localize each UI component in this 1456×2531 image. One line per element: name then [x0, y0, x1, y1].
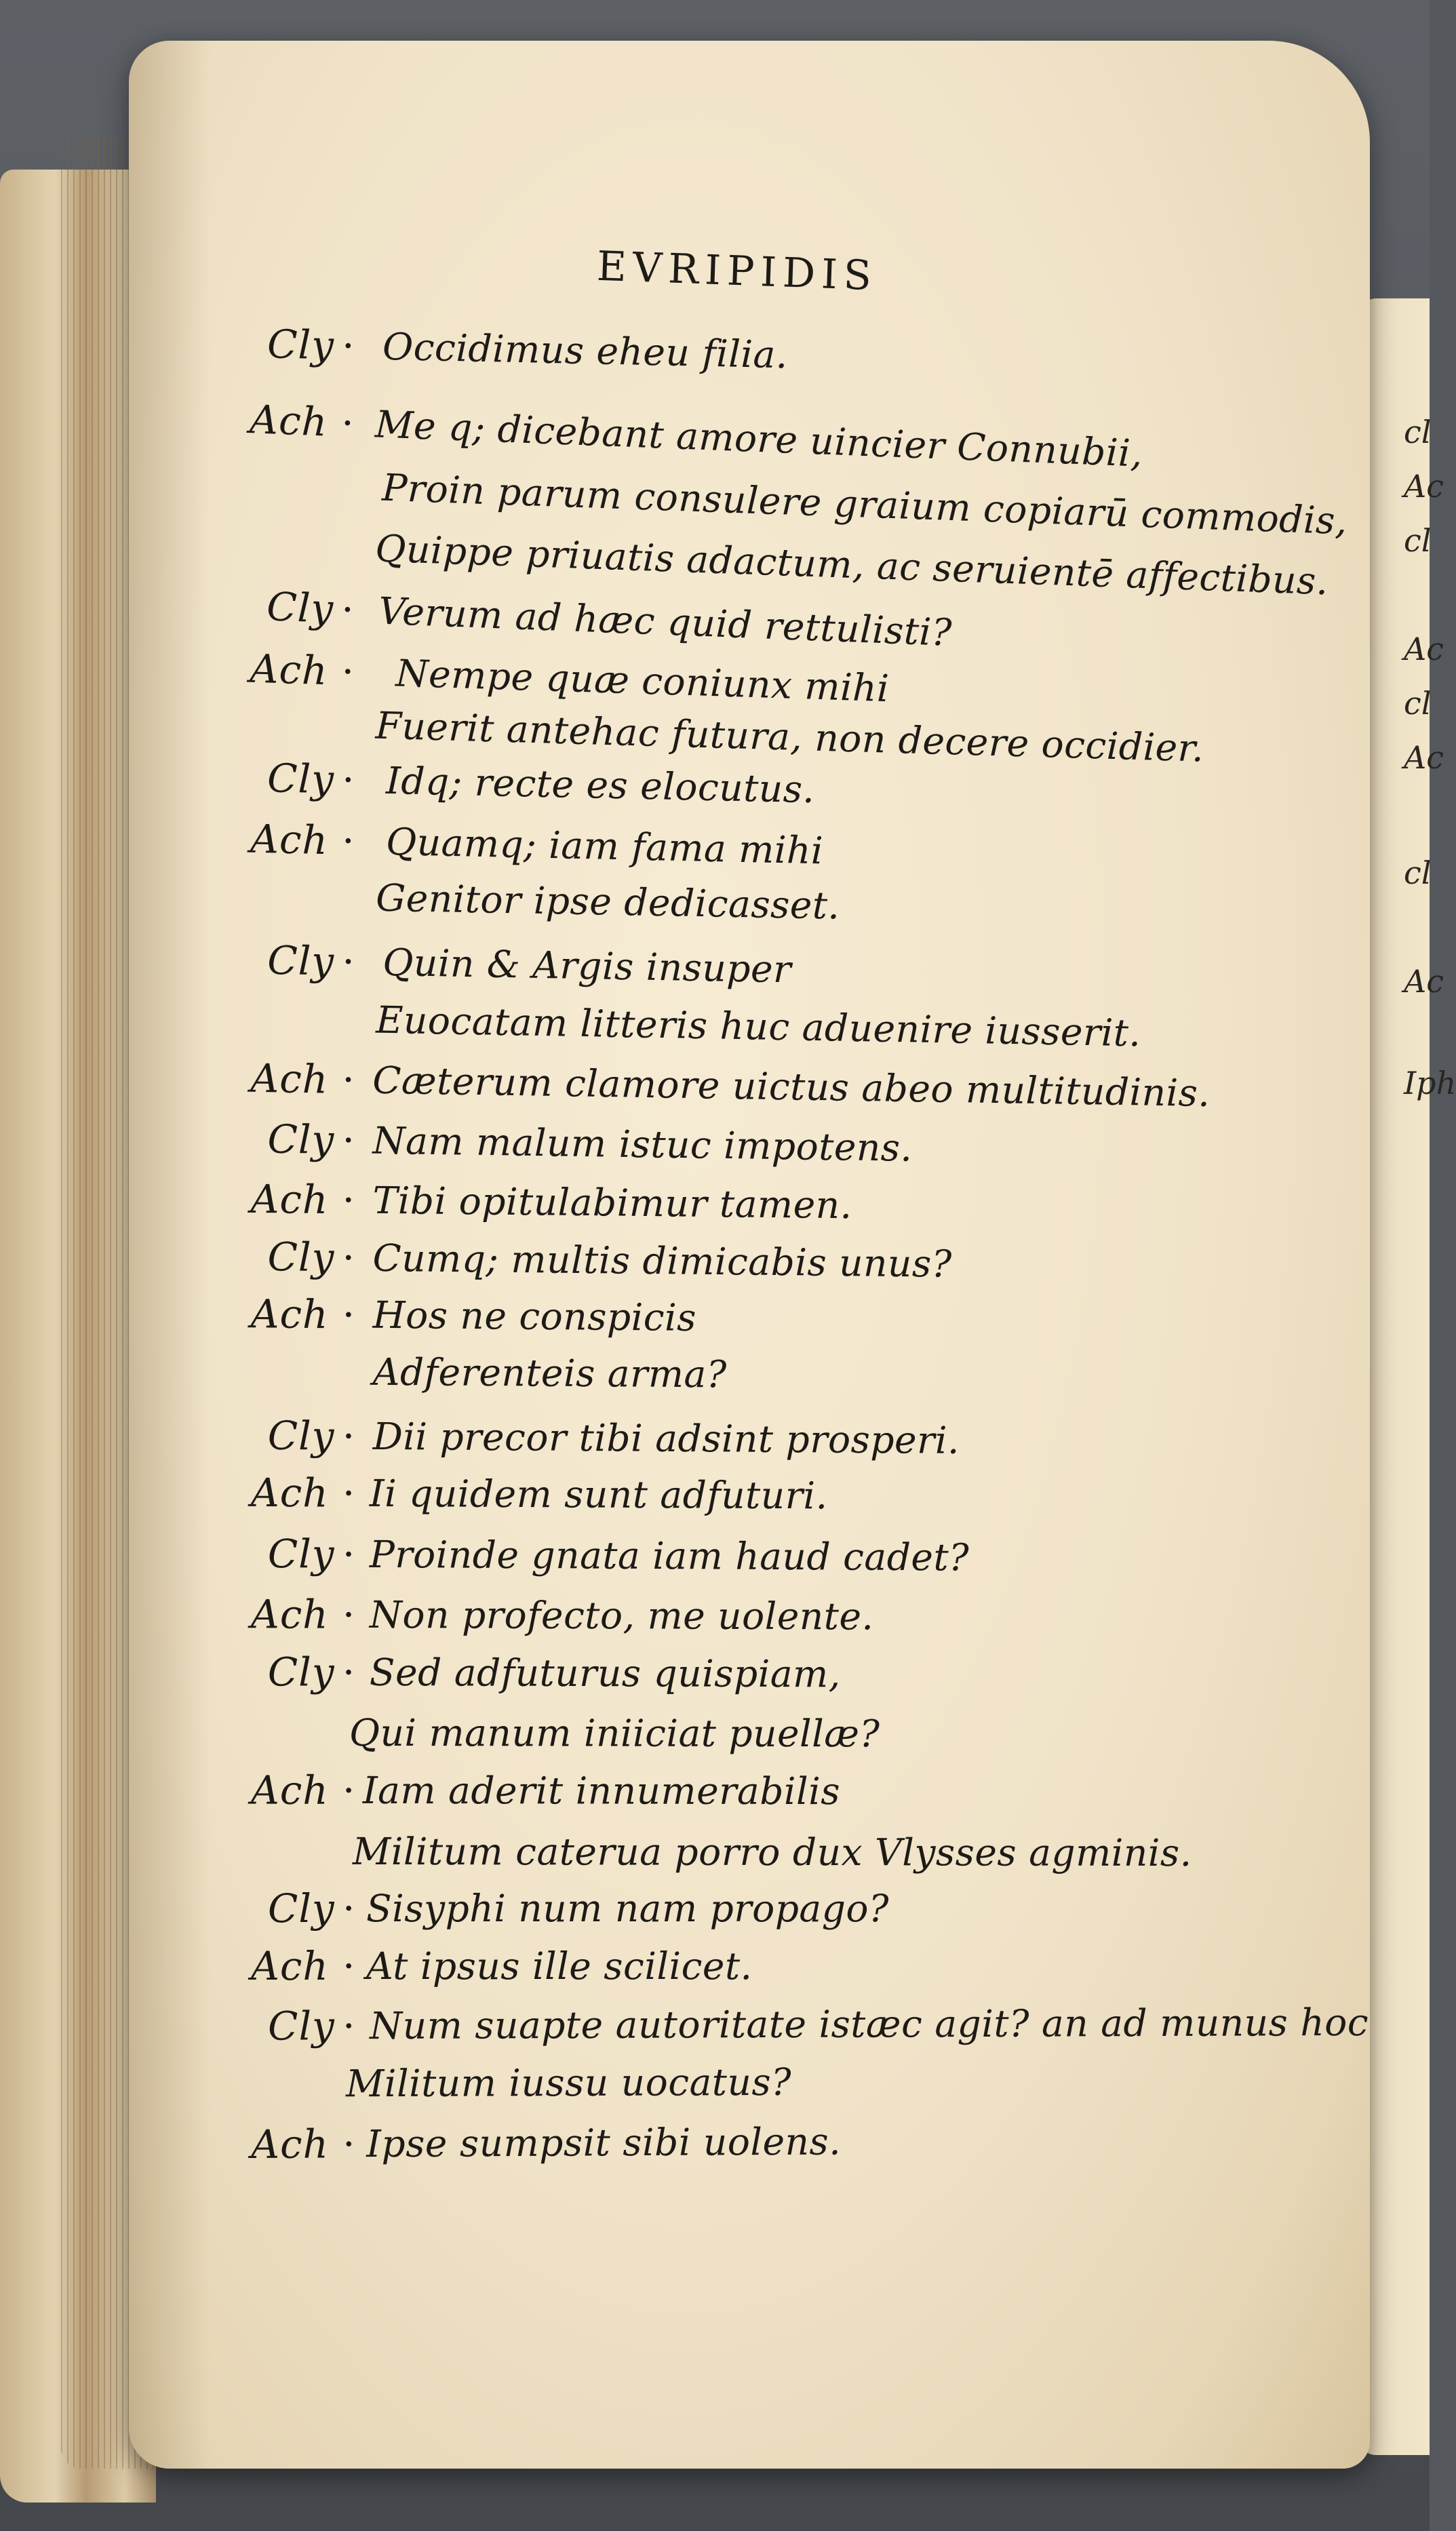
verse-text: Proin parum consulere graium copiarū commodis,: [381, 465, 1348, 543]
facing-page-fragment: cl: [1404, 685, 1432, 722]
speaker-label: Ach: [250, 1175, 329, 1223]
verse-text: Iam aderit innumerabilis: [362, 1768, 841, 1813]
verse-text: Quin & Argis insuper: [382, 940, 792, 992]
verse-text: Militum caterua porro dux Vlysses agminis.: [352, 1829, 1192, 1875]
verse-text: Verum ad hæc quid rettulisti?: [378, 589, 953, 654]
verse-text: Quamq; iam fama mihi: [385, 819, 824, 873]
speaker-separator: ·: [342, 1291, 355, 1338]
verse-text: Fuerit antehac futura, non decere occidier.: [374, 703, 1205, 770]
speaker-separator: ·: [342, 1591, 355, 1638]
speaker-label: Cly: [267, 1116, 335, 1163]
gutter-shadow: [129, 41, 210, 2469]
speaker-label: Ach: [250, 815, 329, 864]
verse-text: Nempe quæ coniunx mihi: [395, 651, 890, 711]
facing-page-fragment: cl: [1404, 855, 1432, 891]
verse-text: Ipse sumpsit sibi uolens.: [366, 2119, 842, 2166]
speaker-separator: ·: [341, 817, 355, 864]
speaker-separator: ·: [342, 1413, 355, 1459]
speaker-label: Ach: [250, 2121, 330, 2168]
speaker-separator: ·: [340, 586, 355, 633]
speaker-separator: ·: [342, 1767, 355, 1813]
verse-text: At ipsus ille scilicet.: [366, 1944, 753, 1988]
speaker-label: Cly: [267, 1234, 335, 1281]
facing-page-fragment: Iph: [1404, 1065, 1456, 1101]
speaker-separator: ·: [342, 1885, 355, 1931]
verse-text: Quippe priuatis adactum, ac seruientē affectibus.: [374, 526, 1329, 604]
speaker-separator: ·: [342, 1531, 355, 1577]
speaker-separator: ·: [341, 322, 355, 369]
facing-page-fragment: Ac: [1404, 468, 1444, 505]
speaker-label: Ach: [251, 1943, 329, 1989]
verse-text: Num suapte autoritate istæc agit? an ad munus hoc: [370, 2000, 1369, 2048]
speaker-separator: ·: [342, 1234, 355, 1281]
speaker-label: Cly: [267, 321, 335, 369]
running-header: EVRIPIDIS: [595, 242, 879, 300]
speaker-label: Cly: [267, 1649, 335, 1695]
speaker-label: Ach: [250, 1767, 329, 1813]
speaker-separator: ·: [342, 2003, 355, 2049]
verse-text: Occidimus eheu filia.: [382, 324, 789, 377]
verse-text: Tibi opitulabimur tamen.: [372, 1178, 852, 1228]
verse-text: Cumq; multis dimicabis unus?: [372, 1236, 952, 1286]
speaker-label: Ach: [250, 1291, 329, 1338]
speaker-label: Ach: [249, 645, 329, 694]
verse-text: Idq; recte es elocutus.: [385, 758, 816, 812]
speaker-label: Cly: [267, 1412, 335, 1459]
speaker-separator: ·: [342, 1943, 355, 1989]
speaker-label: Cly: [266, 583, 335, 632]
speaker-separator: ·: [342, 1649, 355, 1695]
verse-text: Hos ne conspicis: [372, 1293, 697, 1339]
verse-text: Dii precor tibi adsint prosperi.: [372, 1414, 960, 1462]
verse-text: Qui manum iniiciat puellæ?: [349, 1710, 880, 1756]
speaker-label: Ach: [250, 1591, 329, 1638]
speaker-separator: ·: [341, 756, 355, 803]
verse-text: Non profecto, me uolente.: [369, 1592, 874, 1639]
facing-page-fragment: cl: [1404, 522, 1432, 559]
speaker-label: Cly: [267, 1531, 335, 1577]
speaker-separator: ·: [342, 2121, 355, 2167]
verse-text: Me q; dicebant amore uincier Connubii,: [374, 402, 1144, 475]
verse-text: Ii quidem sunt adfuturi.: [369, 1471, 828, 1518]
facing-page-fragment: Ac: [1404, 963, 1444, 1000]
facing-page-fragment: cl: [1404, 414, 1432, 450]
speaker-label: Ach: [249, 396, 329, 446]
speaker-separator: ·: [342, 1470, 355, 1516]
speaker-label: Cly: [267, 2003, 335, 2049]
speaker-label: Cly: [267, 755, 335, 803]
verse-text: Adferenteis arma?: [372, 1350, 728, 1396]
facing-page-fragment: Ac: [1404, 739, 1444, 776]
speaker-separator: ·: [340, 399, 355, 447]
verse-text: Proinde gnata iam haud cadet?: [369, 1532, 970, 1580]
speaker-label: Ach: [250, 1055, 329, 1103]
verse-text: Nam malum istuc impotens.: [372, 1118, 913, 1170]
speaker-label: Cly: [267, 937, 335, 985]
speaker-separator: ·: [340, 648, 355, 695]
speaker-separator: ·: [341, 1056, 355, 1103]
verse-text: Cæterum clamore uictus abeo multitudinis.: [372, 1058, 1211, 1116]
facing-page-fragment: Ac: [1404, 631, 1444, 667]
speaker-label: Cly: [268, 1885, 335, 1931]
verse-text: Sisyphi num nam propago?: [366, 1887, 890, 1930]
speaker-separator: ·: [342, 1177, 355, 1223]
speaker-separator: ·: [342, 1117, 355, 1164]
speaker-separator: ·: [341, 938, 355, 985]
verse-text: Sed adfuturus quispiam,: [369, 1650, 841, 1696]
verse-text: Euocatam litteris huc aduenire iusserit.: [375, 998, 1141, 1055]
verse-text: Genitor ipse dedicasset.: [375, 876, 841, 928]
verse-text: Militum iussu uocatus?: [346, 2060, 792, 2106]
speaker-label: Ach: [250, 1469, 329, 1516]
